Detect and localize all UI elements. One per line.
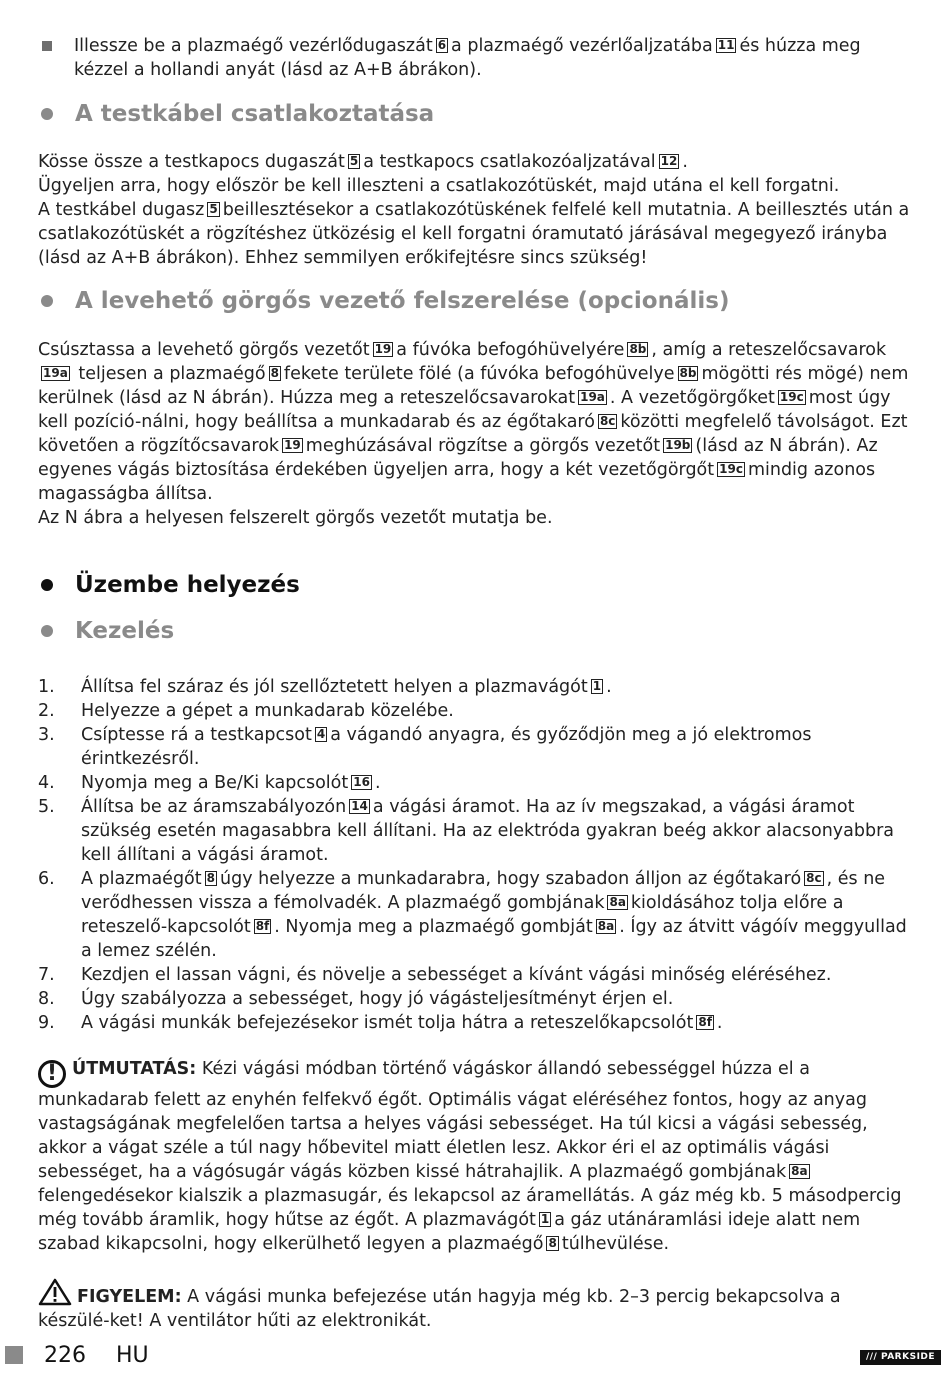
part-ref: 8f (698, 1015, 712, 1029)
warning-label: FIGYELEM: (77, 1287, 182, 1307)
list-item: 8. Úgy szabályozza a sebességet, hogy jó vágásteljesítményt érjen el. (38, 989, 674, 1009)
part-ref: 19a (580, 390, 605, 404)
list-item: 2. Helyezze a gépet a munkadarab közelébe. (38, 701, 454, 721)
note-paragraph: ! ÚTMUTATÁS: Kézi vágási módban történő vágáskor állandó sebességgel húzza el a munkadarab felett az enyhén felfekvő égőt. Optimális vágat eléréséhez fontos, hogy az anyag vastagságának megfelelően tartsa a helyes vágási sebességet. Ha túl kicsi a vágási sebesség, akkor a vágat széle a túl nagy hőbevitel miatt életlen lesz. Akkor éri el az optimális vágási sebességet, ha a vágósugár vágás közben kissé hátrahajlik. A plazmaégő gombjának 8afelengedésekor kialszik a plazmasugár, és lekapcsol az áramellátás. A gáz még kb. 5 másodpercig még tovább áramlik, hogy hűtse az égőt. A plazmavágót 1 a gáz utánáramlási ideje alatt nem szabad kikapcsolni, hogy elkerülhető legyen a plazmaégő 8 túlhevülése. (38, 1059, 902, 1254)
page-content (38, 34, 913, 1333)
part-ref: 5 (209, 202, 218, 216)
heading-bullet-icon (41, 295, 53, 307)
part-ref: 8 (548, 1236, 557, 1250)
list-item: 9. A vágási munkák befejezésekor ismét tolja hátra a reteszelőkapcsolót 8f . (38, 1013, 723, 1033)
square-bullet-icon (42, 41, 52, 51)
part-ref: 8 (206, 871, 215, 885)
list-item: 1. Állítsa fel száraz és jól szellőztetett helyen a plazmavágót 1 . (38, 677, 612, 697)
list-item: 3. Csíptesse rá a testkapcsot 4 a vágandó anyagra, és győződjön meg a jó elektromos érintkezésről. (38, 725, 812, 769)
page-number: 226 (44, 1343, 86, 1368)
part-ref: 19a (43, 366, 68, 380)
part-ref: 8 (270, 366, 279, 380)
part-ref: 8b (629, 342, 647, 356)
language-code: HU (116, 1343, 149, 1368)
section-heading-testkabel: A testkábel csatlakoztatása (38, 99, 913, 129)
part-ref: 19c (779, 390, 804, 404)
exclamation-icon: ! (38, 1060, 66, 1088)
intro-bullet (38, 34, 913, 82)
gorgos-vezeto-paragraph: Csúsztassa a levehető görgős vezetőt 19 a fúvóka befogóhüvelyére 8b , amíg a reteszelőcsavarok19a teljesen a plazmaégő 8 fekete területe fölé (a fúvóka befogóhüvelye 8b mögötti rés mögé) nem kerülnek (lásd az N ábrán). Húzza meg a reteszelőcsavarokat 19a . A vezetőgörgőket 19c most úgy kell pozíció-nálni, hogy beállítsa a munkadarab és az égőtakaró 8c közötti megfelelő távolságot. Ezt követően a rögzítőcsavarok 19 meghúzásával rögzítse a görgős vezetőt 19b (lásd az N ábrán). Az egyenes vágás biztosítása érdekében ügyeljen arra, hogy a két vezetőgörgőt 19c mindig azonos magasságba állítsa. Az N ábra a helyesen felszerelt görgős vezetőt mutatja be. (38, 340, 909, 528)
part-ref: 8c (806, 871, 822, 885)
intro-text: Illessze be a plazmaégő vezérlődugaszát 6 a plazmaégő vezérlőaljzatába 11 és húzza meg kézzel a hollandi anyát (lásd az A+B ábrákon). (74, 36, 861, 80)
part-ref: 5 (349, 154, 359, 168)
warning-triangle-icon (38, 1278, 72, 1306)
footer-square-icon (5, 1346, 23, 1364)
part-ref: 12 (660, 154, 678, 168)
note-label: ÚTMUTATÁS: (72, 1059, 197, 1079)
part-ref: 8c (599, 414, 616, 428)
part-ref: 14 (351, 799, 368, 813)
list-item: 5. Állítsa be az áramszabályozón 14 a vágási áramot. Ha az ív megszakad, a vágási áramot szükség esetén magasabbra kell állítani. Ha az elektróda gyakran beég akkor alacsonyabbra kell állítani a vágási áramot. (38, 797, 895, 865)
parkside-logo: /// PARKSIDE (860, 1350, 941, 1365)
list-item: 7. Kezdjen el lassan vágni, és növelje a sebességet a kívánt vágási minőség eléréséhez. (38, 965, 832, 985)
part-ref: 19 (284, 438, 301, 452)
operation-steps (38, 675, 913, 1035)
part-ref: 16 (353, 775, 370, 789)
section-heading-uzembe-helyezes: Üzembe helyezés (38, 570, 913, 600)
part-ref: 8b (679, 366, 697, 380)
part-ref: 8a (791, 1164, 808, 1178)
list-item: 4. Nyomja meg a Be/Ki kapcsolót 16 . (38, 773, 381, 793)
testkabel-paragraph: Kösse össze a testkapocs dugaszát 5 a testkapocs csatlakozóaljzatával 12 . Ügyeljen arra, hogy először be kell illeszteni a csatlakozótüskét, majd utána el kell forgatni. A testkábel dugasz 5 beillesztésekor a csatlakozótüskének felfelé kell mutatnia. A beillesztés után a csatlakozótüskét a rögzítéshez ütközésig el kell forgatni óramutató járásával megegyező irányba (lásd az A+B ábrákon). Ehhez semmilyen erőkifejtésre sincs szükség! (38, 152, 910, 268)
part-ref: 19b (665, 438, 691, 452)
warning-paragraph: FIGYELEM: A vágási munka befejezése után hagyja még kb. 2–3 percig bekapcsolva a készülé-ket! A ventilátor hűti az elektronikát. (38, 1278, 913, 1333)
part-ref: 1 (592, 679, 602, 693)
part-ref: 8f (255, 919, 270, 933)
part-ref: 8a (597, 919, 615, 933)
part-ref: 1 (540, 1212, 550, 1226)
part-ref: 6 (437, 38, 447, 52)
section-heading-kezeles: Kezelés (38, 616, 913, 646)
part-ref: 4 (316, 727, 326, 741)
heading-bullet-icon (41, 625, 53, 637)
section-heading-gorgos-vezeto: A levehető görgős vezető felszerelése (opcionális) (38, 286, 913, 316)
list-item: 6. A plazmaégőt 8 úgy helyezze a munkadarabra, hogy szabadon álljon az égőtakaró 8c , és ne verődhessen vissza a fémolvadék. A plazmaégő gombjának 8a kioldásához tolja előre a reteszelő-kapcsolót 8f . Nyomja meg a plazmaégő gombját 8a . Így az átvitt vágóív meggyullad a lemez szélén. (38, 869, 907, 961)
page-footer (0, 1342, 950, 1372)
part-ref: 19c (719, 462, 743, 476)
heading-bullet-icon (41, 579, 53, 591)
part-ref: 11 (717, 38, 735, 52)
heading-bullet-icon (41, 108, 53, 120)
part-ref: 19 (374, 342, 392, 356)
part-ref: 8a (609, 895, 626, 909)
